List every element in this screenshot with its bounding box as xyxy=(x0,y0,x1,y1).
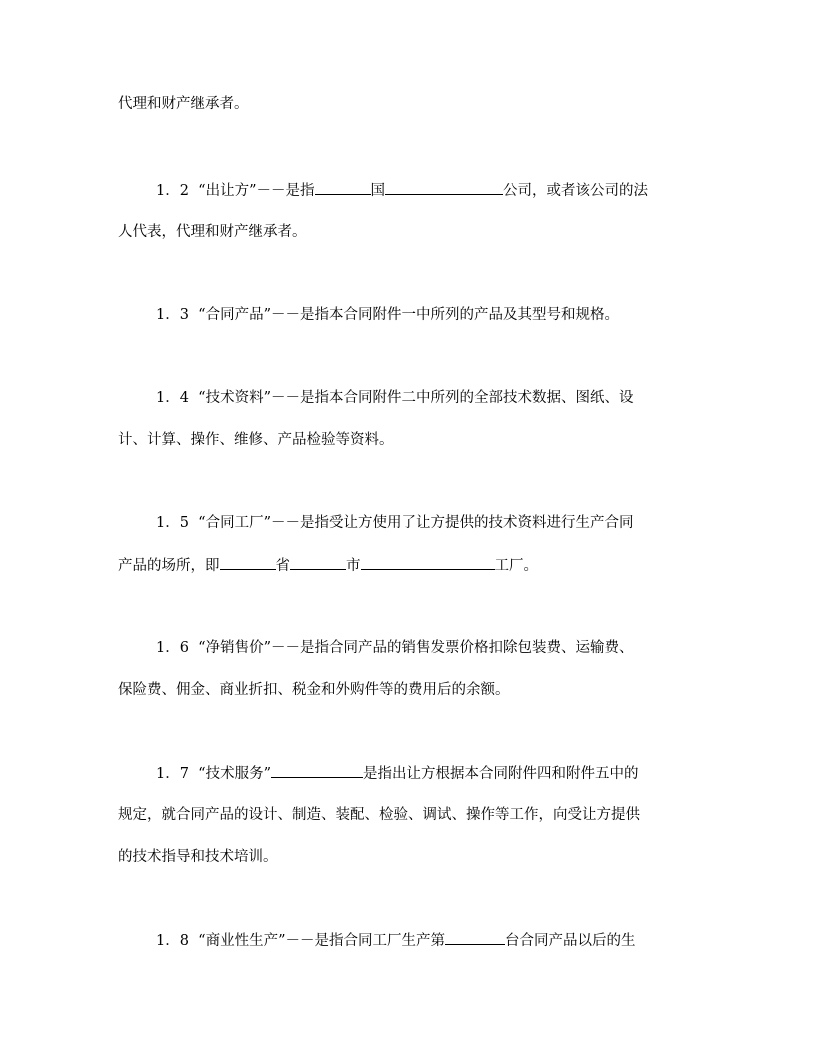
clause-text: 省 xyxy=(275,558,290,574)
blank-city xyxy=(290,555,346,570)
paragraph-text: 代理和财产继承者。 xyxy=(118,96,249,112)
clause-text: “净销售价”－－是指合同产品的销售发票价格扣除包装费、运输费、 xyxy=(198,640,634,656)
clause-1-5-line-1 xyxy=(156,513,696,533)
clause-text: “出让方”－－是指 xyxy=(198,183,315,199)
clause-text: 的技术指导和技术培训。 xyxy=(118,849,278,865)
clause-text: 公司，或者该公司的法 xyxy=(503,183,648,199)
clause-number: 1．5 xyxy=(156,515,189,531)
clause-text: 产品的场所，即 xyxy=(118,558,220,574)
clause-text: “合同工厂”－－是指受让方使用了让方提供的技术资料进行生产合同 xyxy=(198,515,634,531)
clause-1-2-line-1 xyxy=(156,180,696,201)
clause-text: “技术服务” xyxy=(198,766,271,782)
clause-text: 是指出让方根据本合同附件四和附件五中的 xyxy=(363,766,639,782)
clause-1-4-line-1 xyxy=(156,388,696,408)
clause-text: 国 xyxy=(370,183,385,199)
blank-factory xyxy=(361,555,495,570)
blank-unit-count xyxy=(445,930,505,945)
clause-number: 1．4 xyxy=(156,390,189,406)
blank-province xyxy=(220,555,276,570)
clause-number: 1．2 xyxy=(156,183,189,199)
clause-text: 人代表，代理和财产继承者。 xyxy=(118,224,307,240)
clause-text: “合同产品”－－是指本合同附件一中所列的产品及其型号和规格。 xyxy=(198,307,619,323)
clause-1-3-line-1 xyxy=(156,305,696,325)
clause-text: “商业性生产”－－是指合同工厂生产第 xyxy=(198,933,445,949)
clause-text: “技术资料”－－是指本合同附件二中所列的全部技术数据、图纸、设 xyxy=(198,390,634,406)
clause-number: 1．8 xyxy=(156,933,189,949)
clause-1-5-line-2 xyxy=(118,555,698,576)
blank-service xyxy=(271,763,363,778)
clause-1-4-line-2 xyxy=(118,430,698,450)
clause-1-8-line-1 xyxy=(156,930,696,951)
clause-text: 保险费、佣金、商业折扣、税金和外购件等的费用后的余额。 xyxy=(118,682,510,698)
clause-text: 工厂。 xyxy=(494,558,538,574)
clause-1-7-line-2 xyxy=(118,805,698,825)
clause-number: 1．6 xyxy=(156,640,189,656)
clause-text: 台合同产品以后的生 xyxy=(505,933,636,949)
clause-text: 规定，就合同产品的设计、制造、装配、检验、调试、操作等工作，向受让方提供 xyxy=(118,807,640,823)
clause-number: 1．3 xyxy=(156,307,189,323)
clause-text: 计、计算、操作、维修、产品检验等资料。 xyxy=(118,432,394,448)
clause-1-6-line-2 xyxy=(118,680,698,700)
blank-country xyxy=(315,180,371,195)
clause-1-7-line-3 xyxy=(118,847,698,867)
clause-1-2-line-2 xyxy=(118,222,698,242)
clause-text: 市 xyxy=(346,558,361,574)
blank-company xyxy=(385,180,503,195)
clause-1-6-line-1 xyxy=(156,638,696,658)
paragraph-continuation xyxy=(118,94,698,114)
clause-1-7-line-1 xyxy=(156,763,696,784)
clause-number: 1．7 xyxy=(156,766,189,782)
